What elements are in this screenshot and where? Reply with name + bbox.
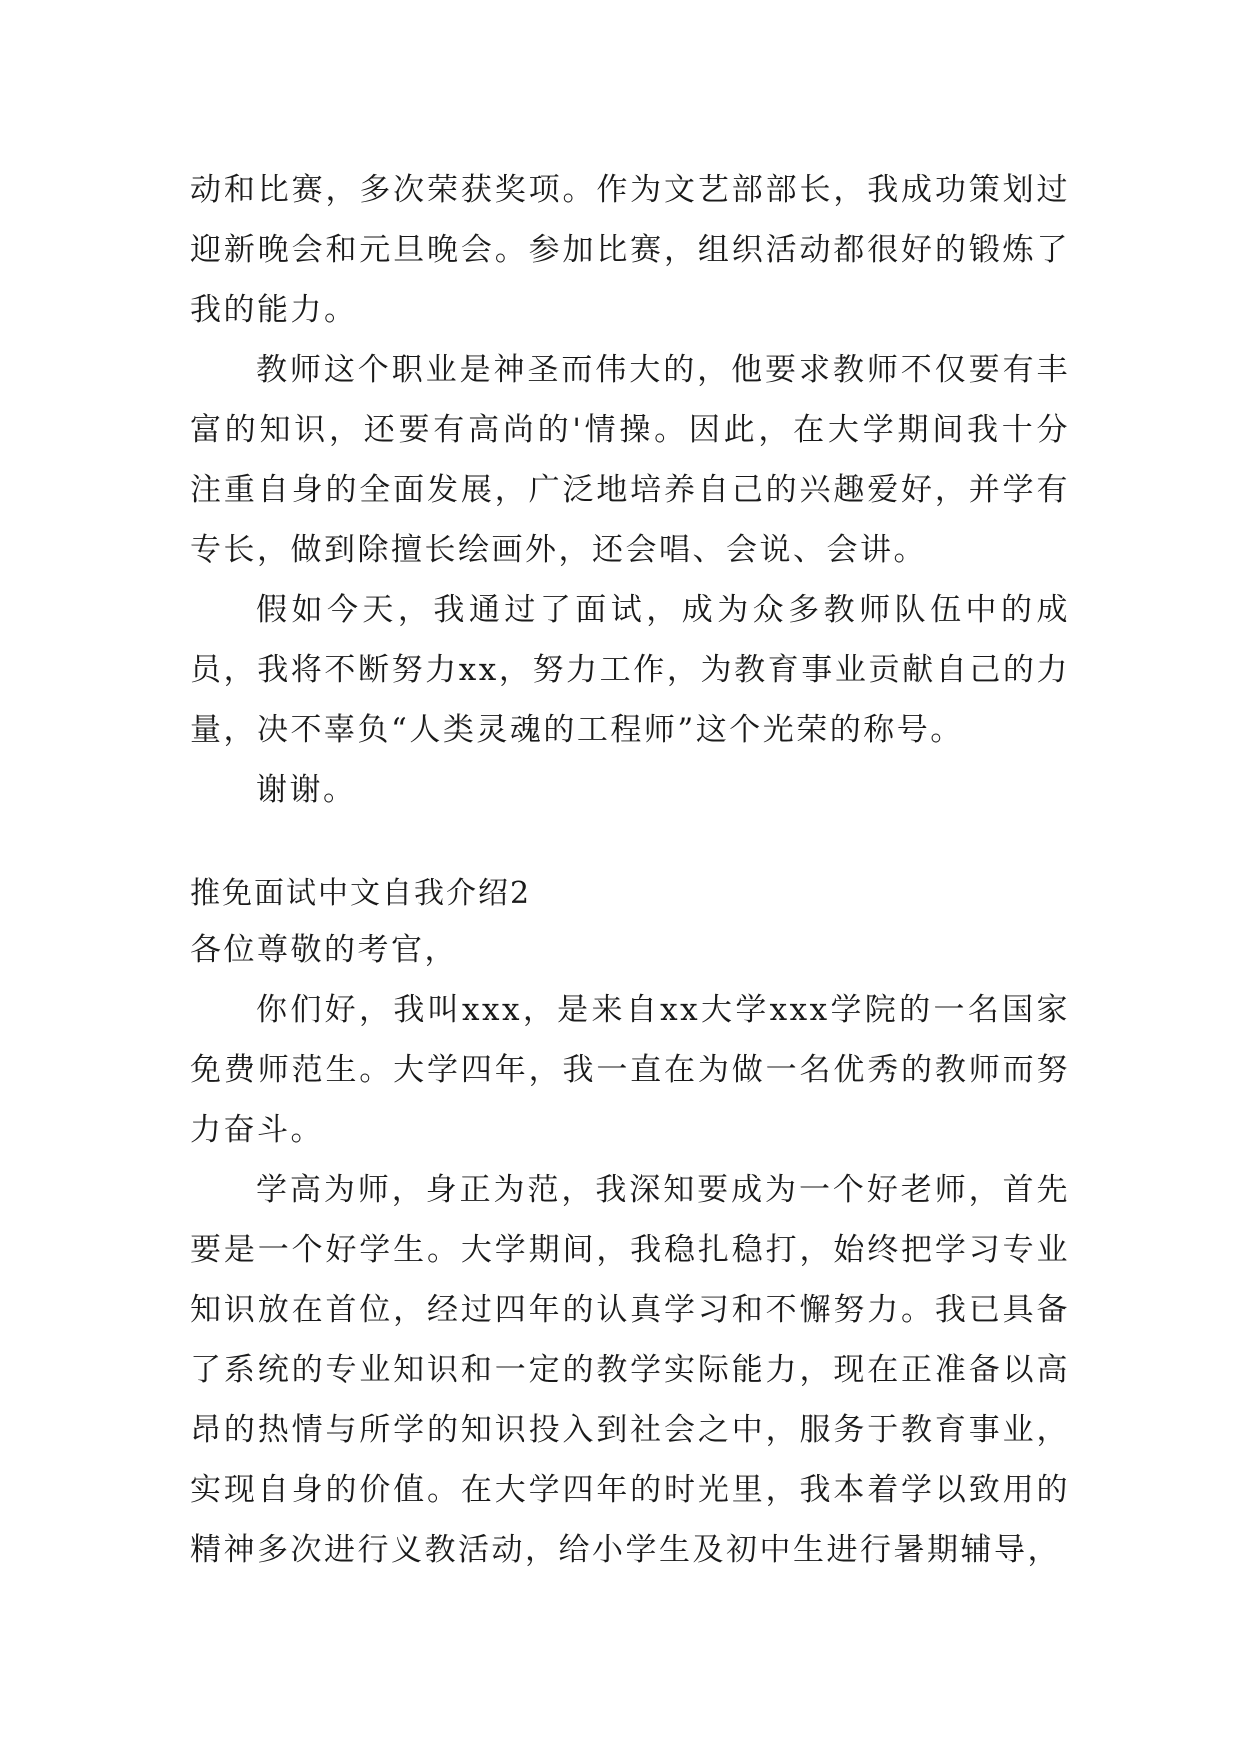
paragraph-teacher-profession: 教师这个职业是神圣而伟大的，他要求教师不仅要有丰富的知识，还要有高尚的'情操。因此，在大学期间我十分注重自身的全面发展，广泛地培养自己的兴趣爱好，并学有专长，做到除擅长绘画外，还会唱、会说、会讲。 [190, 352, 1070, 568]
paragraph-study: 学高为师，身正为范，我深知要成为一个好老师，首先要是一个好学生。大学期间，我稳扎稳打，始终把学习专业知识放在首位，经过四年的认真学习和不懈努力。我已具备了系统的专业知识和一定的教学实际能力，现在正准备以高昂的热情与所学的知识投入到社会之中，服务于教育事业，实现自身的价值。在大学四年的时光里，我本着学以致用的精神多次进行义教活动，给小学生及初中生进行暑期辅导， [190, 1172, 1070, 1568]
salutation: 各位尊敬的考官， [190, 932, 458, 968]
section-heading: 推免面试中文自我介绍2 [190, 876, 532, 911]
paragraph-thanks: 谢谢。 [256, 772, 357, 808]
document-body [190, 160, 1070, 1580]
paragraph-greeting: 你们好，我叫xxx，是来自xx大学xxx学院的一名国家免费师范生。大学四年，我一直在为做一名优秀的教师而努力奋斗。 [190, 992, 1070, 1148]
paragraph-if-passed: 假如今天，我通过了面试，成为众多教师队伍中的成员，我将不断努力xx，努力工作，为教育事业贡献自己的力量，决不辜负“人类灵魂的工程师”这个光荣的称号。 [190, 592, 1070, 748]
section-gap [190, 820, 1070, 868]
continuation-paragraph: 动和比赛，多次荣获奖项。作为文艺部部长，我成功策划过迎新晚会和元旦晚会。参加比赛，组织活动都很好的锻炼了我的能力。 [190, 172, 1070, 328]
